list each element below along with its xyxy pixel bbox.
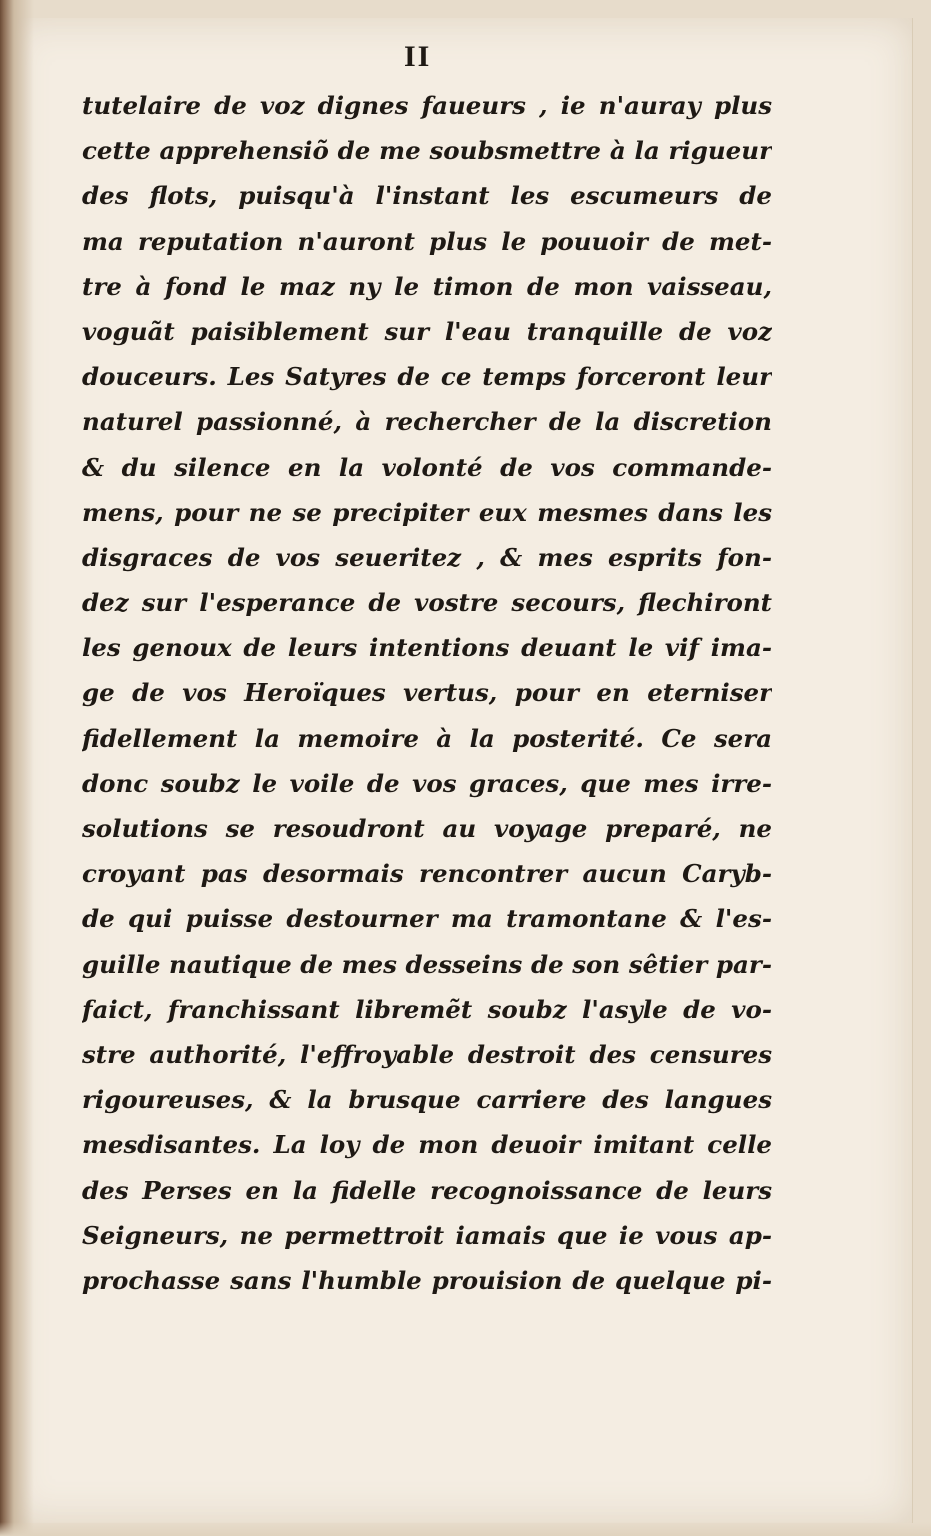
text-line: voguãt paisiblement sur l'eau tranquille de voz (82, 316, 772, 346)
text-line: faict, franchissant libremẽt soubz l'asyle de vo- (82, 994, 772, 1024)
text-line: Seigneurs, ne permettroit iamais que ie vous ap- (82, 1220, 772, 1250)
page-bottom-edge (0, 1522, 931, 1536)
text-line: mens, pour ne se precipiter eux mesmes dans les (82, 497, 772, 527)
text-line: guille nautique de mes desseins de son sêtier par- (82, 949, 772, 979)
page-number: II (404, 40, 432, 73)
text-line: tre à fond le maz ny le timon de mon vaisseau, (82, 271, 772, 301)
text-line: mesdisantes. La loy de mon deuoir imitant celle (82, 1130, 772, 1160)
text-line: naturel passionné, à rechercher de la discretion (82, 407, 772, 437)
text-line: solutions se resoudront au voyage preparé, ne (82, 814, 772, 843)
text-line: des flots, puisqu'à l'instant les escumeurs de (82, 181, 772, 211)
text-line: de qui puisse destourner ma tramontane & l'es- (82, 904, 772, 934)
text-line: des Perses en la fidelle recognoissance de leurs (82, 1175, 772, 1205)
text-line: ma reputation n'auront plus le pouuoir de met- (82, 226, 772, 256)
text-line: rigoureuses, & la brusque carriere des langues (82, 1085, 772, 1115)
text-line: tutelaire de voz dignes faueurs , ie n'auray plus (82, 91, 772, 120)
text-line: stre authorité, l'effroyable destroit des censures (82, 1039, 772, 1069)
text-line: les genoux de leurs intentions deuant le vif ima- (82, 633, 772, 663)
text-line: douceurs. Les Satyres de ce temps forceront leur (82, 362, 772, 392)
body-text (82, 83, 772, 1303)
text-line: prochasse sans l'humble prouision de quelque pi- (82, 1265, 772, 1295)
text-line: dez sur l'esperance de vostre secours, flechiront (82, 588, 772, 618)
text-line: fidellement la memoire à la posterité. Ce sera (82, 723, 772, 753)
text-line: donc soubz le voile de vos graces, que mes irre- (82, 768, 772, 798)
text-line: disgraces de vos seueritez , & mes esprits fon- (82, 542, 772, 572)
book-gutter (0, 0, 34, 1536)
text-line: & du silence en la volonté de vos commande- (82, 452, 772, 482)
text-line: cette apprehensiõ de me soubsmettre à la rigueur (82, 136, 772, 166)
text-line: croyant pas desormais rencontrer aucun Caryb- (82, 859, 772, 889)
text-line: ge de vos Heroïques vertus, pour en eterniser (82, 678, 772, 708)
